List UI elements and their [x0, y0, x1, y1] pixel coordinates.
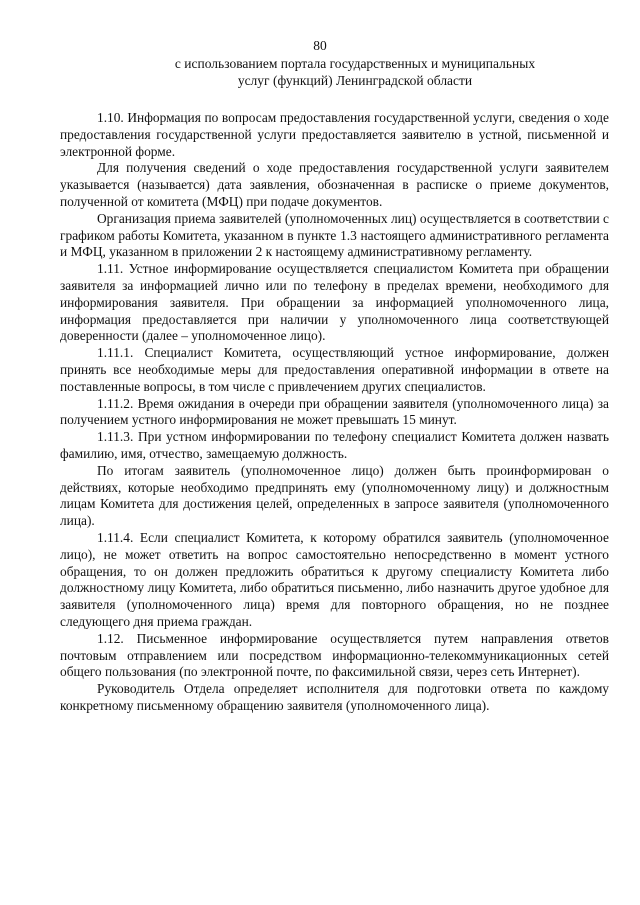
paragraph-head-of-department: Руководитель Отдела определяет исполнителя для подготовки ответа по каждому конкретному письменному обращению заявителя (уполномоченного лица). — [60, 681, 609, 713]
paragraph-1-11-2: 1.11.2. Время ожидания в очереди при обращении заявителя (уполномоченного лица) за получением устного информирования не может превышать 15 минут. — [60, 395, 609, 428]
paragraph-1-11-1: 1.11.1. Специалист Комитета, осуществляющий устное информирование, должен принять все необходимые меры для предоставления оперативной информации в ответе на поставленные вопросы, в том числе с привлечением других специалистов. — [60, 345, 609, 394]
paragraph-1-11-3: 1.11.3. При устном информировании по телефону специалист Комитета должен назвать фамилию, имя, отчество, замещаемую должность. — [60, 429, 609, 461]
header-line-2: услуг (функций) Ленинградской области — [237, 72, 473, 88]
paragraph-results: По итогам заявитель (уполномоченное лицо) должен быть проинформирован о действиях, которые необходимо предпринять ему (уполномоченному лицу) и должностным лицам Комитета для достижения целей, определенных в запросе заявителя (уполномоченного лица). — [60, 462, 609, 529]
document-header — [90, 56, 620, 89]
paragraph-1-11: 1.11. Устное информирование осуществляется специалистом Комитета при обращении заявителя за информацией лично или по телефону в пределах времени, необходимого для информирования заявителя. При обращении за информацией уполномоченного лица, информация предоставляется при наличии у уполномоченного лица соответствующей доверенности (далее – уполномоченное лицо). — [60, 261, 609, 344]
paragraph-1-11-4: 1.11.4. Если специалист Комитета, к которому обратился заявитель (уполномоченное лицо), не может ответить на вопрос самостоятельно непосредственно в момент устного обращения, то он должен предложить обратиться к другому специалисту Комитета либо должностному лицу Комитета, либо обратиться письменно, либо назначить другое удобное для заявителя (уполномоченного лица) время для повторного обращения, но не позднее следующего дня приема граждан. — [60, 529, 609, 629]
page-number: 80 — [313, 38, 327, 53]
paragraph-reception: Организация приема заявителей (уполномоченных лиц) осуществляется в соответствии с графиком работы Комитета, указанном в пункте 1.3 настоящего административного регламента и МФЦ, указанном в приложении 2 к настоящему административному регламенту. — [60, 210, 609, 260]
paragraph-1-12: 1.12. Письменное информирование осуществляется путем направления ответов почтовым отправлением или посредством информационно-телекоммуникационных сетей общего пользования (по электронной почте, по факсимильной связи, через сеть Интернет). — [60, 630, 609, 680]
paragraph-status-info: Для получения сведений о ходе предоставления государственной услуги заявителем указывается (называется) дата заявления, обозначенная в расписке о приеме документов, полученной от комитета (МФЦ) при подаче документов. — [60, 160, 609, 209]
paragraph-1-10: 1.10. Информация по вопросам предоставления государственной услуги, сведения о ходе предоставления государственной услуги предоставляется заявителю в устной, письменной и электронной форме. — [60, 110, 609, 159]
document-body — [60, 110, 609, 715]
header-line-1: с использованием портала государственных и муниципальных — [174, 56, 536, 71]
